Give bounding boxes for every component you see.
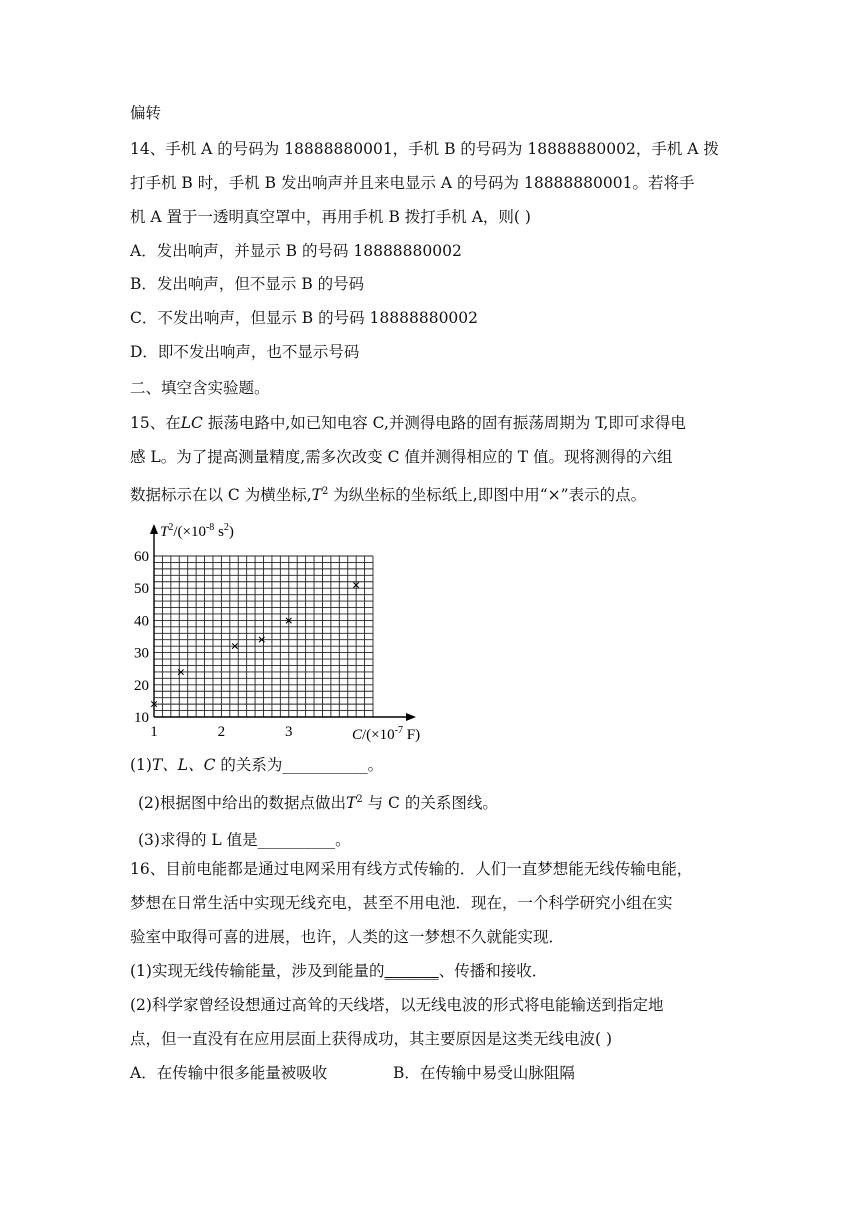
q14-option-d: D．即不发出响声，也不显示号码 [130, 343, 360, 361]
q15-stem-line-2: 感 L。为了提高测量精度,需多次改变 C 值并测得相应的 T 值。现将测得的六组 [130, 448, 673, 466]
data-point-cross: × [257, 632, 267, 649]
data-point-cross: × [351, 577, 361, 594]
q15-stem-line-3 [130, 484, 646, 506]
x-tick-label: 2 [217, 724, 226, 740]
x-tick-label: 1 [150, 724, 158, 740]
q14-option-c: C．不发出响声，但显示 B 的号码 18888880002 [130, 309, 479, 327]
y-tick-label: 30 [134, 645, 149, 662]
q14-stem-line-2: 打手机 B 时，手机 B 发出响声并且来电显示 A 的号码为 18888880001。若将手 [130, 174, 695, 192]
y-axis-label: $T^2/(\times 10^{-8}$ $s^2$) [160, 522, 234, 540]
q15-sub2-text: (2)根据图中给出的数据点做出 [138, 794, 346, 812]
q15-sub2-exp: 2 [356, 794, 363, 805]
q15-sub2-t: T [345, 794, 357, 812]
y-tick-label: 60 [134, 549, 149, 565]
y-tick-label: 10 [134, 710, 149, 726]
q15-text: 数据标示在以 C 为横坐标, [130, 486, 312, 504]
y-tick-label: 40 [134, 613, 149, 630]
q16-sub-2-line-1: (2)科学家曾经设想通过高耸的天线塔，以无线电波的形式将电能输送到指定地 [130, 996, 664, 1014]
y-tick-label: 20 [134, 677, 149, 694]
y-tick-label: 50 [134, 581, 149, 598]
q15-sub1-text: 的关系为___________。 [215, 756, 384, 774]
q15-sub-1 [130, 754, 383, 776]
q16-sub1-text: (1)实现无线传输能量，涉及到能量的 [130, 962, 385, 980]
x-tick-label: 3 [285, 724, 293, 740]
q15-text: 振荡电路中,如已知电容 C,并测得电路的固有振荡周期为 T,即可求得电 [202, 414, 686, 432]
q14-option-a: A．发出响声，并显示 B 的号码 18888880002 [130, 242, 462, 260]
x-axis-label: $C/(\times 10^{-7}$ F) [352, 725, 421, 743]
data-point-cross: × [230, 639, 240, 656]
q15-sub1-vars: T、L、C [151, 756, 216, 774]
y-axis-arrow [150, 524, 158, 534]
x-axis-arrow [406, 713, 416, 721]
q16-option-b: B．在传输中易受山脉阻隔 [393, 1064, 575, 1082]
q14-option-b: B．发出响声，但不显示 B 的号码 [130, 275, 365, 293]
q16-sub-2-line-2: 点，但一直没有在应用层面上获得成功，其主要原因是这类无线电波( ) [130, 1030, 613, 1048]
data-point-cross: × [176, 664, 186, 681]
q16-sub1-text-end: 、传播和接收． [438, 962, 548, 980]
q14-stem-line-3: 机 A 置于一透明真空罩中，再用手机 B 拨打手机 A，则( ) [130, 208, 531, 226]
q15-sub1-prefix: (1) [130, 756, 152, 774]
t2-vs-c-chart [118, 518, 448, 746]
q14-stem-line-1: 14、手机 A 的号码为 18888880001，手机 B 的号码为 18888880002，手机 A 拨 [130, 140, 719, 158]
q15-sub-3: (3)求得的 L 值是__________。 [138, 831, 351, 849]
q15-text: 为纵坐标的坐标纸上,即图中用“×”表示的点。 [328, 486, 647, 504]
prev-answer-tail: 偏转 [130, 104, 162, 122]
q16-option-a: A．在传输中很多能量被吸收 [130, 1064, 328, 1082]
q16-stem-line-2: 梦想在日常生活中实现无线充电，甚至不用电池．现在，一个科学研究小组在实 [130, 894, 673, 912]
q15-sub2-text-end: 与 C 的关系图线。 [362, 794, 498, 812]
q15-lc-symbol: LC [180, 414, 203, 432]
q16-sub1-blank: _______ [384, 962, 439, 980]
q16-stem-line-3: 验室中取得可喜的进展，也许，人类的这一梦想不久就能实现． [130, 928, 565, 946]
q15-t-exponent: 2 [322, 486, 329, 497]
q16-stem-line-1: 16、目前电能都是通过电网采用有线方式传输的．人们一直梦想能无线传输电能， [130, 860, 693, 878]
section-heading: 二、填空含实验题。 [130, 379, 270, 397]
q16-sub-1 [130, 960, 547, 982]
q15-stem-line-1 [130, 412, 686, 434]
q15-sub-2 [138, 792, 498, 814]
data-point-cross: × [149, 697, 159, 714]
data-point-cross: × [284, 613, 294, 630]
q15-t-symbol: T [311, 486, 322, 504]
q15-text: 15、在 [130, 414, 181, 432]
